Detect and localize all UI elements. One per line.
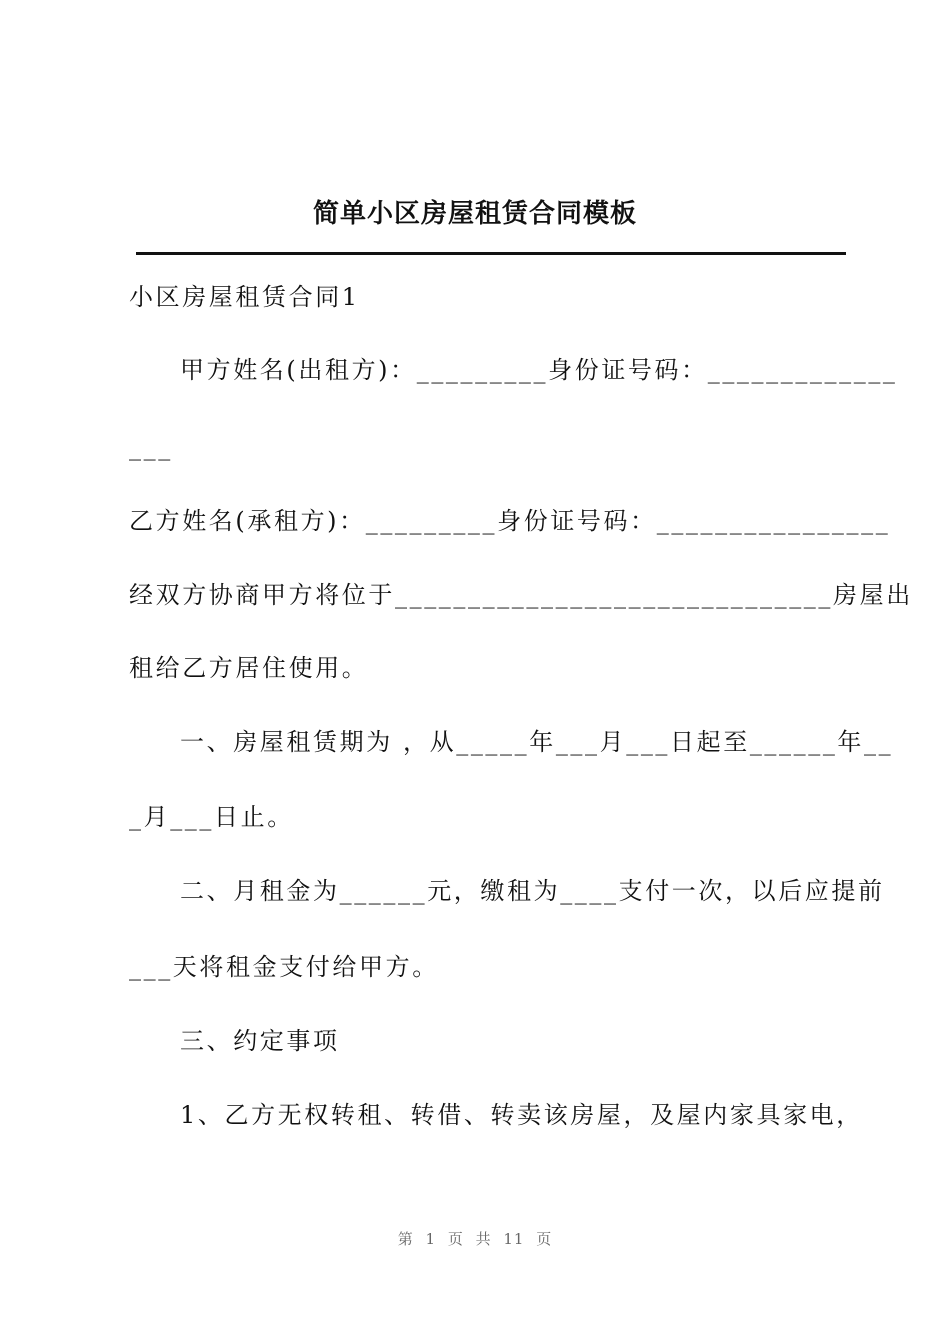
clause-1-line: 1、乙方无权转租、转借、转卖该房屋，及屋内家具家电， <box>180 1101 863 1129</box>
section-heading: 小区房屋租赁合同1 <box>129 283 360 311</box>
document-title: 简单小区房屋租赁合同模板 <box>312 199 637 229</box>
party-a-line-continued: ___ <box>129 433 173 461</box>
property-use-line: 租给乙方居住使用。 <box>129 654 369 682</box>
party-b-line: 乙方姓名(承租方)：_________身份证号码：________________ <box>129 507 891 535</box>
page-footer: 第 1 页 共 11 页 <box>397 1230 553 1248</box>
party-a-line: 甲方姓名(出租方)：_________身份证号码：_____________ <box>180 356 898 384</box>
lease-term-line-continued: _月___日止。 <box>129 803 294 831</box>
rent-line: 二、月租金为______元，缴租为____支付一次，以后应提前 <box>180 877 885 905</box>
rent-line-continued: ___天将租金支付给甲方。 <box>129 953 439 981</box>
agreed-matters-heading: 三、约定事项 <box>180 1027 340 1055</box>
property-location-line: 经双方协商甲方将位于______________________________房屋出 <box>129 581 913 609</box>
title-underline <box>136 252 846 255</box>
lease-term-line: 一、房屋租赁期为 ，从_____年___月___日起至______年__ <box>180 728 894 756</box>
